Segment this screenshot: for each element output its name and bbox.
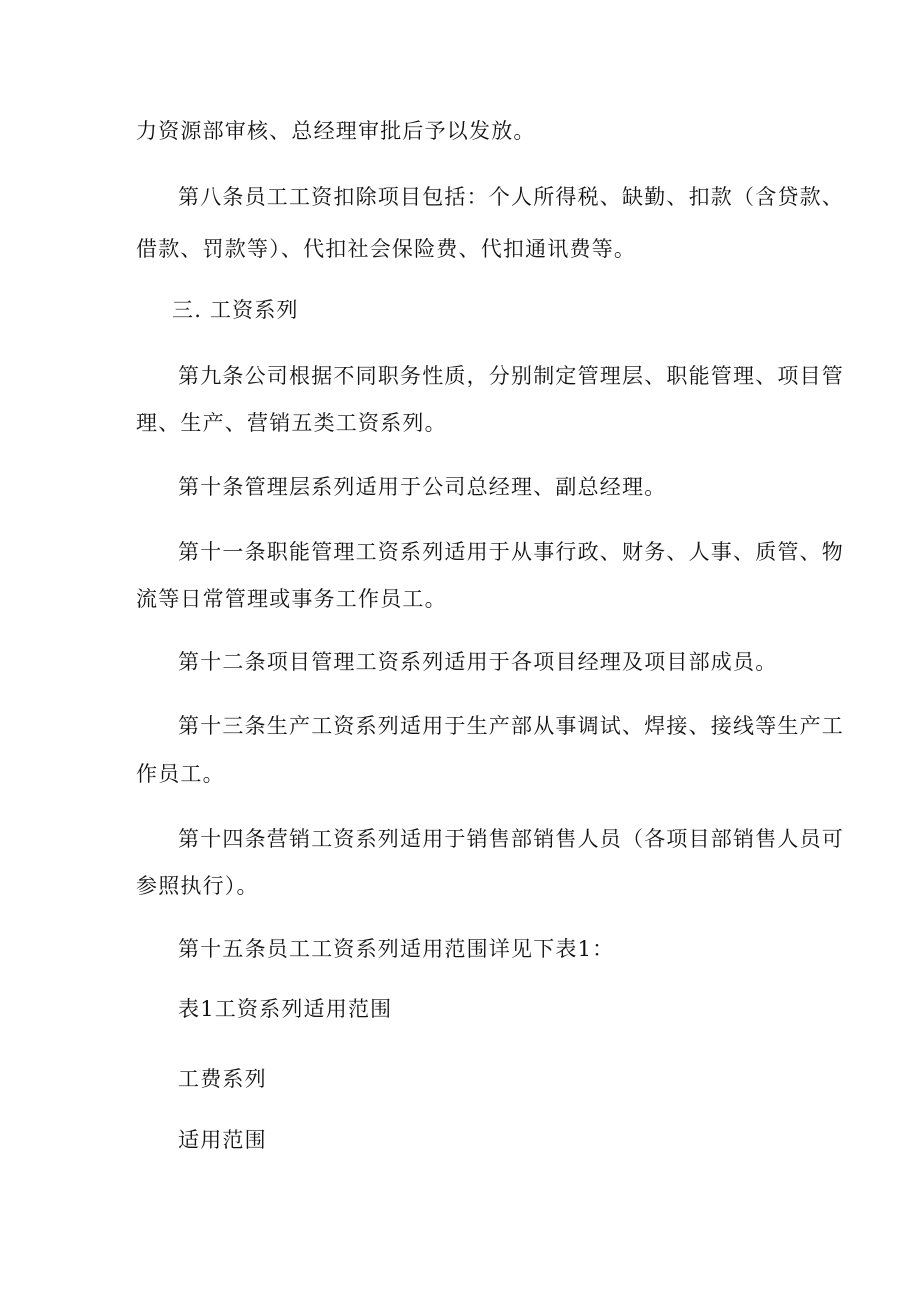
article-11-line-2: 流等日常管理或事务工作员工。 — [136, 587, 447, 611]
article-13-line-1: 第十三条生产工资系列适用于生产部从事调试、焊接、接线等生产工 — [178, 714, 844, 738]
article-8-line-2: 借款、罚款等）、代扣社会保险费、代扣通讯费等。 — [136, 237, 637, 261]
section-heading: 三. 工资系列 — [172, 298, 299, 322]
article-9-line-2: 理、生产、营销五类工资系列。 — [136, 411, 447, 435]
article-14-line-1: 第十四条营销工资系列适用于销售部销售人员（各项目部销售人员可 — [178, 827, 844, 851]
table-header-series: 工费系列 — [178, 1067, 267, 1091]
article-13-line-2: 作员工。 — [136, 762, 225, 786]
text-line: 力资源部审核、总经理审批后予以发放。 — [136, 119, 536, 143]
table-caption: 表1工资系列适用范围 — [178, 997, 393, 1021]
article-9-line-1: 第九条公司根据不同职务性质，分别制定管理层、职能管理、项目管 — [178, 364, 844, 388]
article-8-line-1: 第八条员工工资扣除项目包括：个人所得税、缺勤、扣款（含贷款、 — [178, 185, 844, 209]
article-11-line-1: 第十一条职能管理工资系列适用于从事行政、财务、人事、质管、物 — [178, 540, 844, 564]
article-10: 第十条管理层系列适用于公司总经理、副总经理。 — [178, 475, 667, 499]
article-12: 第十二条项目管理工资系列适用于各项目经理及项目部成员。 — [178, 650, 778, 674]
table-header-scope: 适用范围 — [178, 1128, 267, 1152]
article-15: 第十五条员工工资系列适用范围详见下表1： — [178, 937, 615, 961]
article-14-line-2: 参照执行）。 — [136, 874, 259, 898]
